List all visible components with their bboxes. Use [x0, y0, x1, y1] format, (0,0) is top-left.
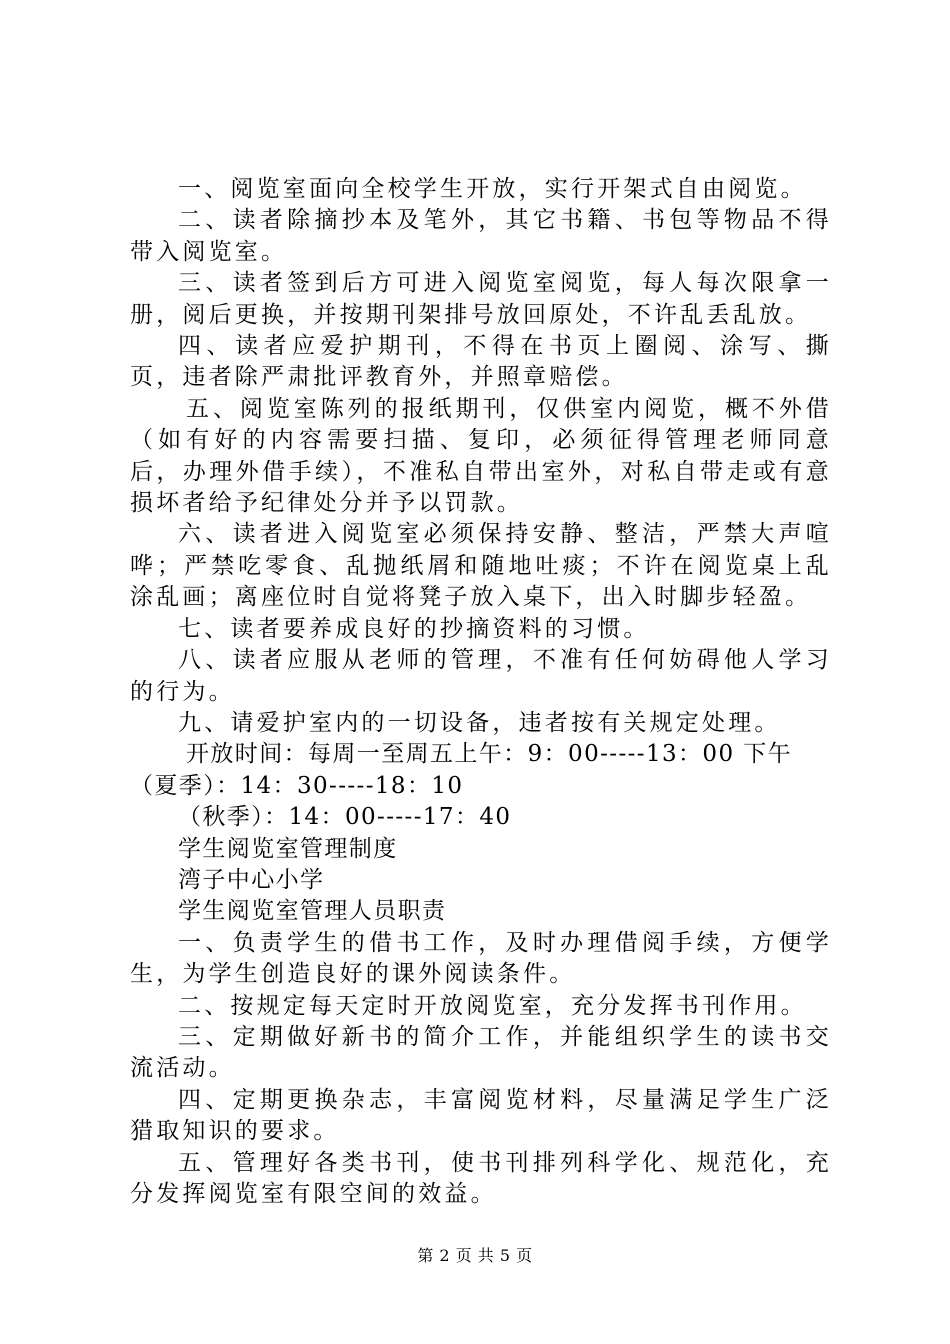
school-name: 湾子中心小学 [178, 866, 325, 893]
opening-hours-line-1: 开放时间：每周一至周五上午：9：00-----13：00 下午 [186, 741, 793, 768]
rule-paragraph-7: 七、读者要养成良好的抄摘资料的习惯。 [178, 615, 650, 642]
document-body [130, 174, 832, 1210]
rules-title: 学生阅览室管理制度 [178, 835, 398, 862]
page-number-footer: 第 2 页 共 5 页 [417, 1246, 533, 1265]
opening-hours-line-3: （秋季）：14：00-----17：40 [178, 804, 512, 831]
rule-paragraph-6: 六、读者进入阅览室必须保持安静、整洁，严禁大声喧哗；严禁吃零食、乱抛纸屑和随地吐痰；不许在阅览桌上乱涂乱画；离座位时自觉将凳子放入桌下，出入时脚步轻盈。 [130, 521, 832, 611]
opening-hours-line-2: （夏季）：14：30-----18：10 [130, 772, 464, 799]
rule-paragraph-8: 八、读者应服从老师的管理，不准有任何妨碍他人学习的行为。 [130, 647, 832, 705]
rule-paragraph-1: 一、阅览室面向全校学生开放，实行开架式自由阅览。 [178, 176, 807, 202]
duty-paragraph-4: 四、定期更换杂志，丰富阅览材料，尽量满足学生广泛猎取知识的要求。 [130, 1086, 832, 1145]
duty-paragraph-5: 五、管理好各类书刊，使书刊排列科学化、规范化，充分发挥阅览室有限空间的效益。 [130, 1149, 832, 1207]
rule-paragraph-4: 四、读者应爱护期刊，不得在书页上圈阅、涂写、撕页，违者除严肃批评教育外，并照章赔偿。 [130, 333, 832, 391]
rule-paragraph-2: 二、读者除摘抄本及笔外，其它书籍、书包等物品不得带入阅览室。 [130, 207, 832, 265]
rule-paragraph-5: 五、阅览室陈列的报纸期刊，仅供室内阅览，概不外借（如有好的内容需要扫描、复印，必须征得管理老师同意后，办理外借手续），不准私自带出室外，对私自带走或有意损坏者给予纪律处分并予以罚款。 [130, 395, 832, 517]
rule-paragraph-3: 三、读者签到后方可进入阅览室阅览，每人每次限拿一册，阅后更换，并按期刊架排号放回原处，不许乱丢乱放。 [130, 270, 832, 328]
duties-title: 学生阅览室管理人员职责 [178, 898, 447, 925]
duty-paragraph-3: 三、定期做好新书的简介工作，并能组织学生的读书交流活动。 [130, 1023, 832, 1082]
duty-paragraph-1: 一、负责学生的借书工作，及时办理借阅手续，方便学生，为学生创造良好的课外阅读条件。 [130, 929, 832, 988]
rule-paragraph-9: 九、请爱护室内的一切设备，违者按有关规定处理。 [178, 709, 781, 736]
duty-paragraph-2: 二、按规定每天定时开放阅览室，充分发挥书刊作用。 [178, 992, 807, 1019]
